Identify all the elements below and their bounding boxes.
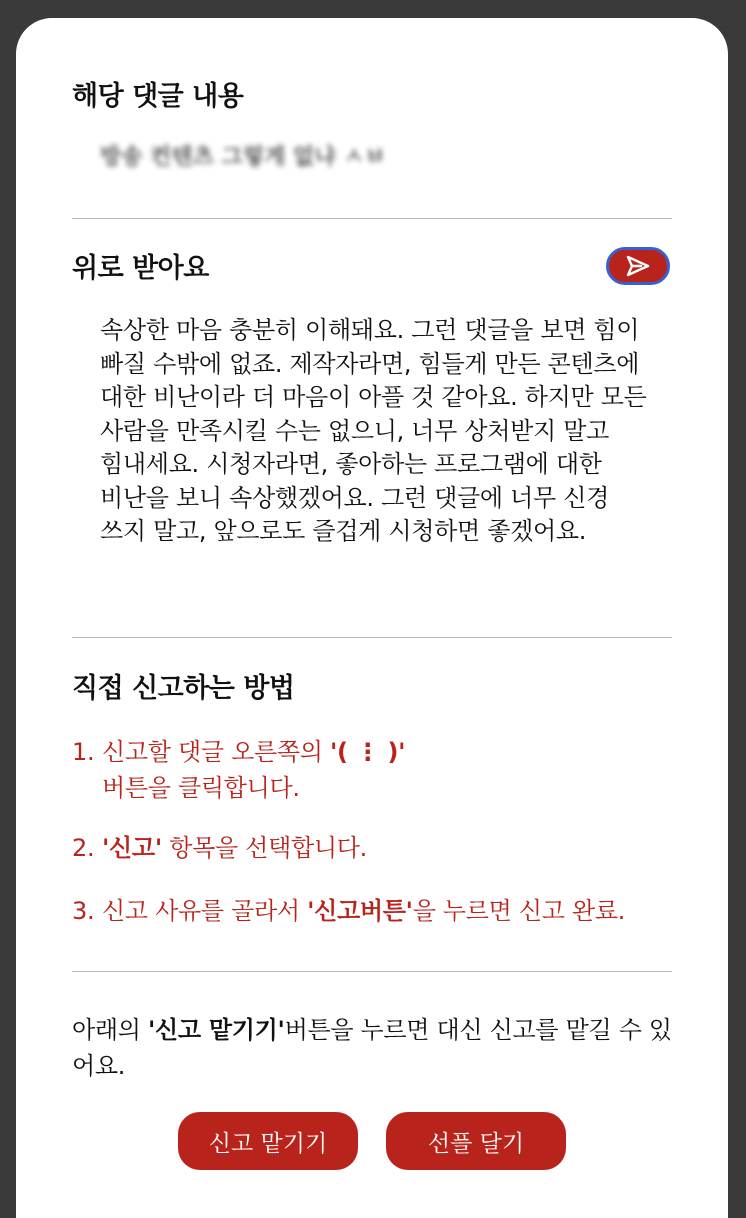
report-step-2: 2. '신고' 항목을 선택합니다. [72, 834, 367, 862]
comment-section-title: 해당 댓글 내용 [72, 81, 244, 112]
blurred-comment-text: 방송 컨텐츠 그렇게 없냐 ㅅㅂ [100, 145, 386, 170]
delegate-info-text: 아래의 '신고 맡기기'버튼을 누르면 대신 신고를 맡길 수 있어요. [72, 1016, 672, 1080]
comfort-message: 속상한 마음 충분히 이해돼요. 그런 댓글을 보면 힘이 빠질 수밖에 없죠. 제작자라면, 힘들게 만든 콘텐츠에 대한 비난이라 더 마음이 아플 것 같아요. 하지만 모든 사람을 만족시킬 수는 없으니, 너무 상처받지 말고 힘내세요. 시청자라면, 좋아하는 프로그램에 대한 비난을 보니 속상했겠어요. 그런 댓글에 너무 신경 쓰지 말고, 앞으로도 즐겁게 시청하면 좋겠어요. [100, 316, 647, 545]
report-step-1: 1. 신고할 댓글 오른쪽의 '( ⋮ )' 버튼을 클릭합니다. [72, 738, 406, 802]
divider [72, 637, 672, 638]
send-button[interactable] [606, 247, 670, 285]
send-arrow-icon [625, 255, 651, 277]
divider [72, 971, 672, 972]
report-step-3: 3. 신고 사유를 골라서 '신고버튼'을 누르면 신고 완료. [72, 897, 626, 925]
report-section-title: 직접 신고하는 방법 [72, 673, 295, 704]
comfort-section-title: 위로 받아요 [72, 253, 209, 284]
divider [72, 218, 672, 219]
write-positive-reply-button[interactable]: 선플 달기 [386, 1112, 566, 1170]
bottom-sheet [16, 18, 728, 1218]
delegate-report-button[interactable]: 신고 맡기기 [178, 1112, 358, 1170]
